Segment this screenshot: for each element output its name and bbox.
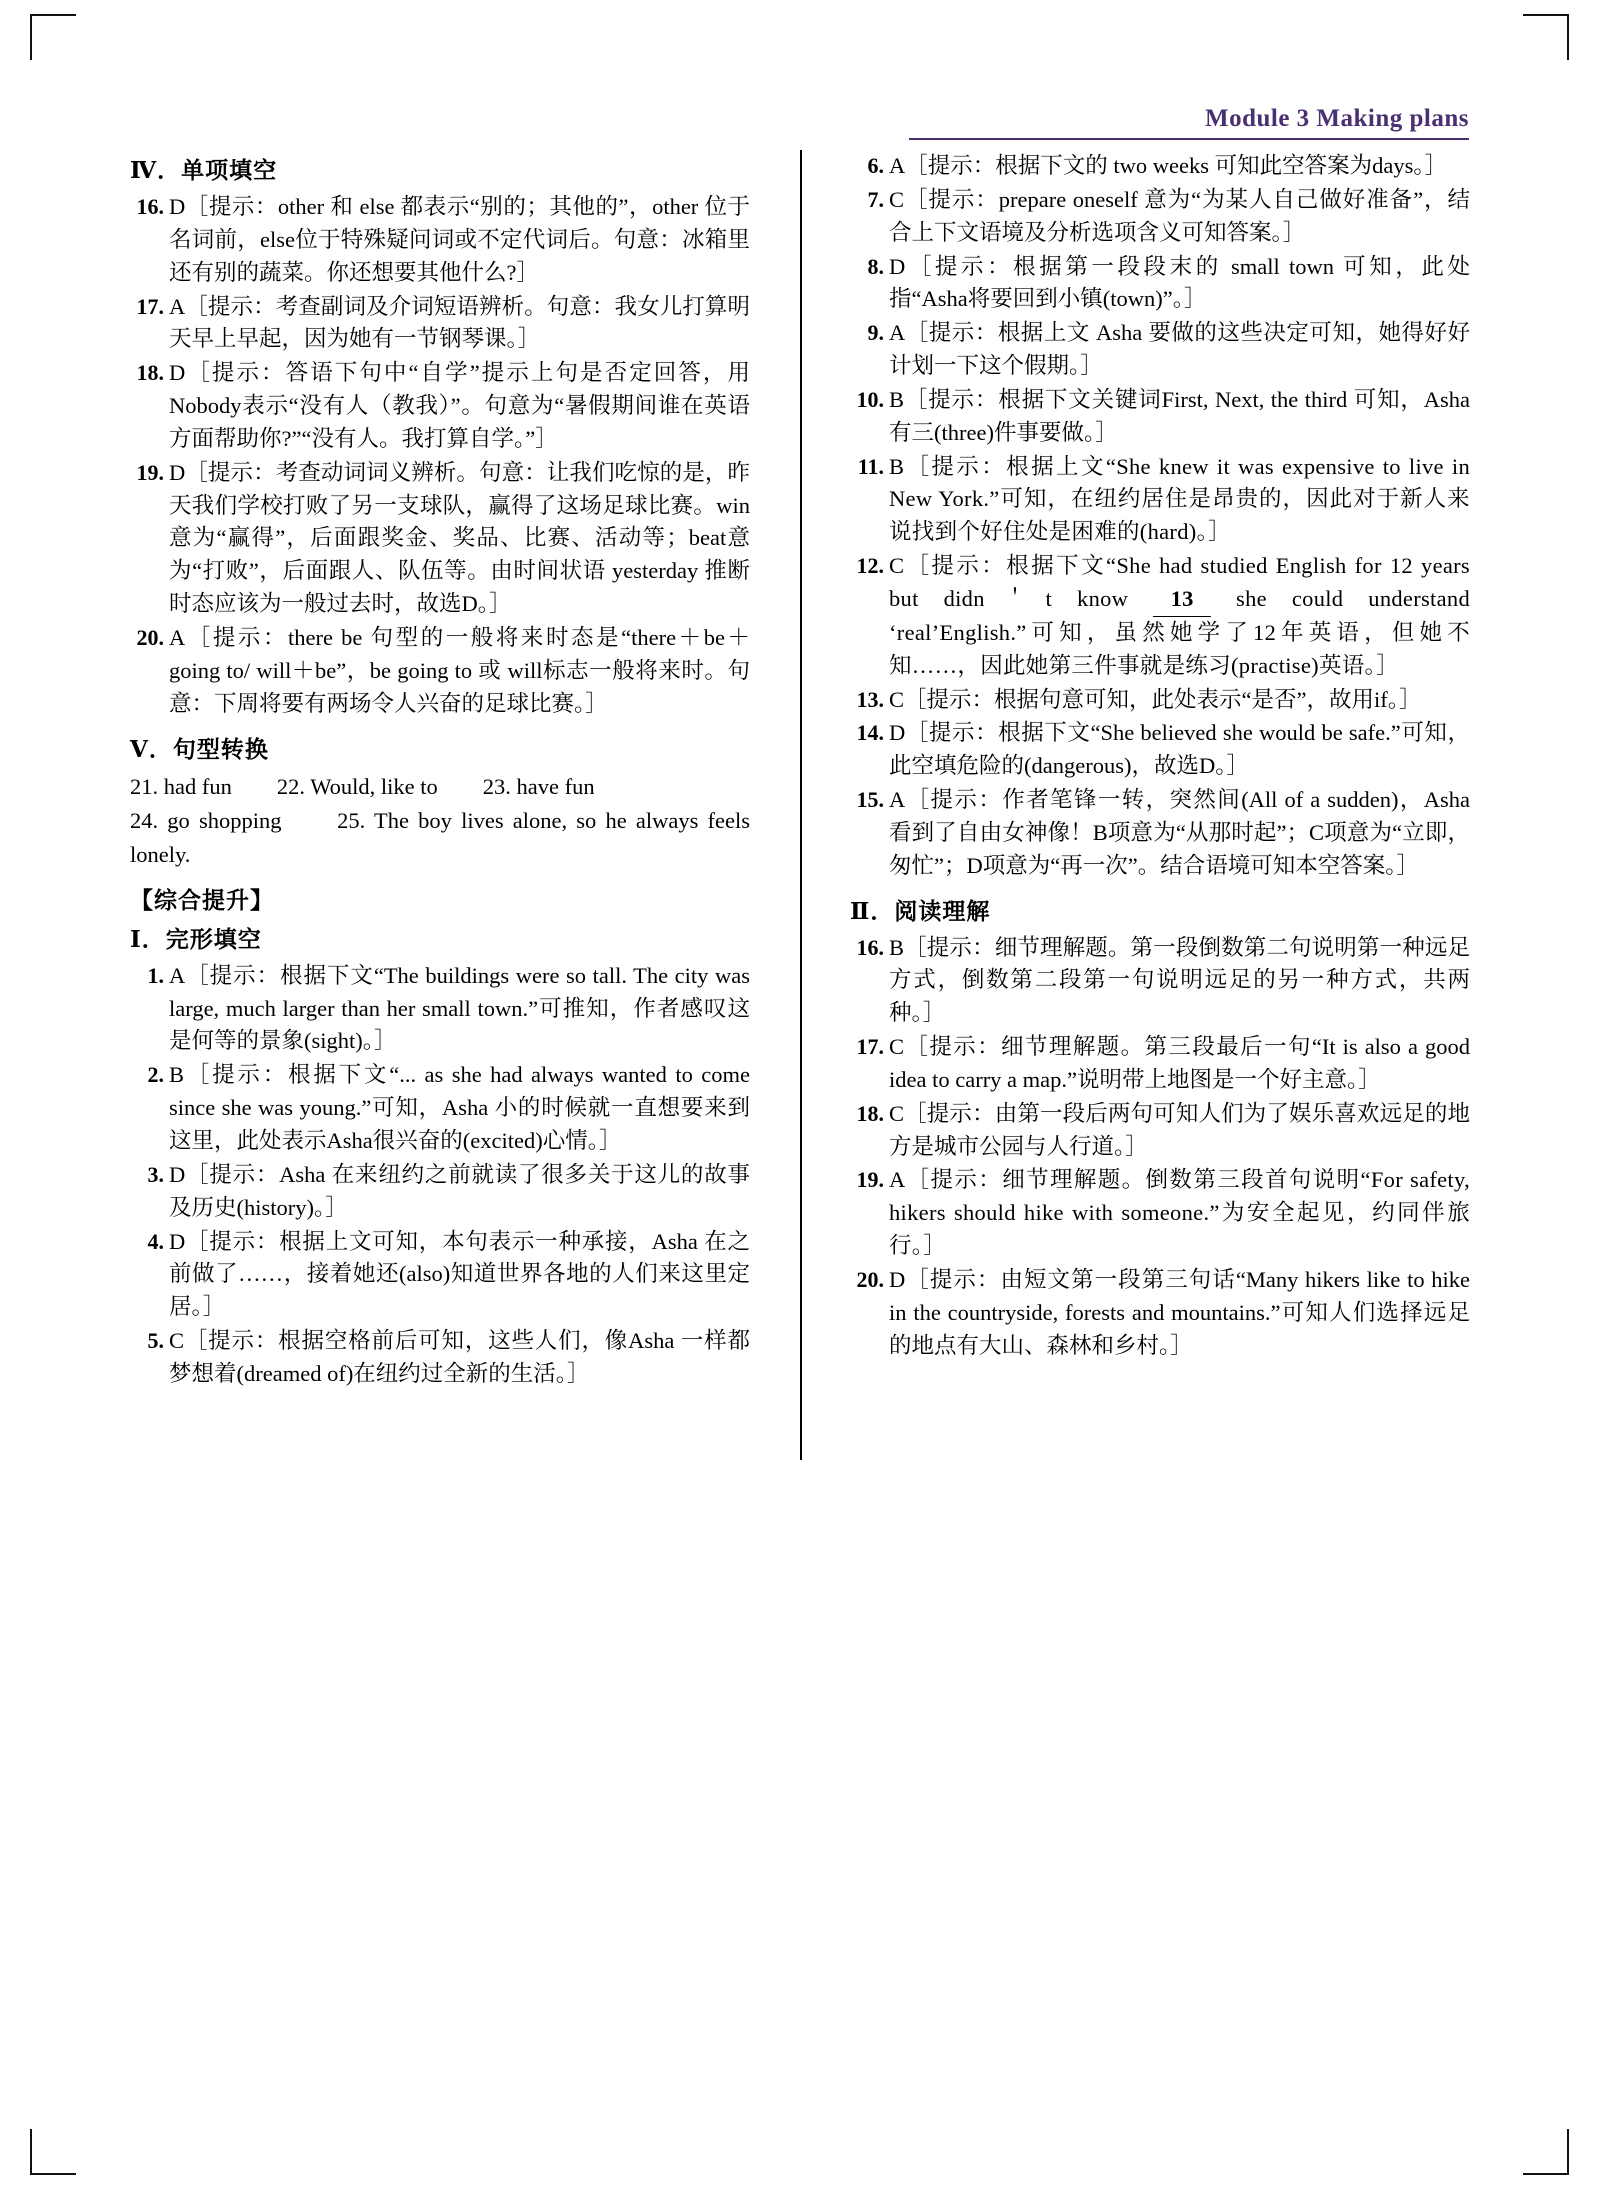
- column-divider: [800, 150, 802, 1460]
- item-number: 16.: [136, 194, 164, 219]
- answer-item-with-blank: [850, 550, 1470, 682]
- item-text: B［提示：根据下文关键词First, Next, the third 可知，Asha 有三(three)件事要做。］: [889, 386, 1470, 445]
- item-number: 13.: [856, 686, 884, 712]
- item-number: 14.: [856, 720, 884, 746]
- section-heading-cloze: Ⅰ．完形填空: [130, 926, 262, 952]
- answer-item: [850, 451, 1470, 550]
- item-text-before-blank: C［提示：根据下文“She had studied English for 12 years but didn＇t know: [889, 553, 1470, 611]
- answer-item: [130, 1159, 750, 1225]
- item-text: A［提示：根据下文“The buildings were so tall. The city was large, much larger than her small town.”可推知，作者感叹这是何等的景象(sight)。］: [169, 962, 750, 1054]
- item-text: A［提示：根据上文 Asha 要做的这些决定可知，她得好好计划一下这个假期。］: [889, 320, 1470, 379]
- item-number: 7.: [867, 186, 884, 212]
- answer-item: [130, 960, 750, 1059]
- answer-item: [850, 384, 1470, 450]
- item-text: D［提示：Asha 在来纽约之前就读了很多关于这儿的故事及历史(history)。］: [169, 1161, 750, 1220]
- item-number: 2.: [147, 1062, 164, 1088]
- item-number: 12.: [856, 553, 884, 579]
- item-text: C［提示：根据句意可知，此处表示“是否”，故用if。］: [889, 686, 1422, 712]
- header-divider: [909, 138, 1469, 140]
- answer-item: [850, 150, 1470, 183]
- crop-mark-bottom-right: [1523, 2129, 1569, 2175]
- answer-item: [850, 1031, 1470, 1097]
- item-number: 19.: [136, 459, 164, 485]
- item-number: 10.: [856, 386, 884, 412]
- item-text: B［提示：根据下文“... as she had always wanted to come since she was young.”可知，Asha 小的时候就一直想要来到这里，此处表示Asha很兴奋的(excited)心情。］: [169, 1062, 750, 1153]
- answer-item: [850, 184, 1470, 250]
- answer-item: [850, 317, 1470, 383]
- crop-mark-top-right: [1523, 14, 1569, 60]
- item-text: B［提示：细节理解题。第一段倒数第二句说明第一种远足方式，倒数第二段第一句说明远足的另一种方式，共两种。］: [889, 934, 1470, 1026]
- item-text: A［提示：there be 句型的一般将来时态是“there＋be＋going to/ will＋be”，be going to 或 will标志一般将来时。句意：下周将要有两场令人兴奋的足球比赛。］: [169, 624, 750, 716]
- item-text: D［提示：考查动词词义辨析。句意：让我们吃惊的是，昨天我们学校打败了另一支球队，赢得了这场足球比赛。win 意为“赢得”，后面跟奖金、奖品、比赛、活动等；beat意为“打败”，后面跟人、队伍等。由时间状语 yesterday 推断时态应该为一般过去时，故选D。］: [169, 459, 750, 617]
- item-text: D［提示：other 和 else 都表示“别的；其他的”，other 位于名词前，else位于特殊疑问词或不定代词后。句意：冰箱里还有别的蔬菜。你还想要其他什么?］: [169, 194, 750, 285]
- answer-item: [850, 1164, 1470, 1263]
- right-column: [850, 150, 1470, 1364]
- item-text: D［提示：根据第一段段末的 small town 可知，此处指“Asha将要回到小镇(town)”。］: [889, 253, 1470, 312]
- item-text: A［提示：考查副词及介词短语辨析。句意：我女儿打算明天早上早起，因为她有一节钢琴课。］: [169, 293, 750, 352]
- answer-item: [850, 932, 1470, 1031]
- item-text: C［提示：根据空格前后可知，这些人们，像Asha 一样都梦想着(dreamed of)在纽约过全新的生活。］: [169, 1328, 750, 1386]
- answer-item: [850, 1098, 1470, 1164]
- item-number: 17.: [856, 1034, 884, 1060]
- item-number: 3.: [147, 1161, 164, 1187]
- item-text: A［提示：作者笔锋一转，突然间(All of a sudden)，Asha 看到了自由女神像！B项意为“从那时起”；C项意为“立即，匆忙”；D项意为“再一次”。结合语境可知本空答案。］: [889, 787, 1470, 878]
- item-number: 9.: [867, 320, 884, 346]
- item-number: 15.: [856, 787, 884, 813]
- page-title: Module 3 Making plans: [1204, 105, 1469, 132]
- item-number: 17.: [136, 293, 164, 319]
- item-number: 8.: [867, 253, 884, 279]
- item-text: A［提示：细节理解题。倒数第三段首句说明“For safety, hikers should hike with someone.”为安全起见，约同伴旅行。］: [889, 1167, 1470, 1259]
- section-heading-reading: Ⅱ．阅读理解: [850, 898, 991, 924]
- answer-item: [850, 251, 1470, 317]
- section-heading-comprehensive: 【综合提升】: [130, 887, 274, 913]
- item-text: A［提示：根据下文的 two weeks 可知此空答案为days。］: [889, 153, 1448, 178]
- answer-item: [130, 622, 750, 721]
- two-column-body: [130, 150, 1470, 1480]
- item-text: D［提示：根据下文“She believed she would be safe.”可知，此空填危险的(dangerous)，故选D。］: [889, 720, 1470, 779]
- item-text: D［提示：根据上文可知，本句表示一种承接，Asha 在之前做了……，接着她还(also)知道世界各地的人们来这里定居。］: [169, 1228, 750, 1320]
- item-text-after-blank: she could understand ‘real’English.”可知，虽然她学了12年英语，但她不知……，因此她第三件事就是练习(practise)英语。］: [889, 585, 1470, 678]
- item-number: 11.: [857, 453, 884, 479]
- item-number: 18.: [856, 1100, 884, 1126]
- item-text: D［提示：答语下句中“自学”提示上句是否定回答，用Nobody表示“没有人（教我）”。句意为“暑假期间谁在英语方面帮助你?”“没有人。我打算自学。”］: [169, 360, 750, 451]
- answers-line-2: 24. go shopping 25. The boy lives alone, so he always feels lonely.: [130, 808, 750, 867]
- item-number: 20.: [856, 1267, 884, 1292]
- section-heading-multiple-choice: Ⅳ．单项填空: [130, 158, 278, 183]
- answers-line-1: 21. had fun 22. Would, like to 23. have fun: [130, 773, 595, 799]
- crop-mark-top-left: [30, 14, 76, 60]
- item-number: 18.: [136, 360, 164, 386]
- answer-item: [130, 1325, 750, 1391]
- item-text: C［提示：prepare oneself 意为“为某人自己做好准备”，结合上下文语境及分析选项含义可知答案。］: [889, 186, 1470, 245]
- item-number: 1.: [147, 962, 164, 988]
- item-text: B［提示：根据上文“She knew it was expensive to live in New York.”可知，在纽约居住是昂贵的，因此对于新人来说找到个好住处是困难的(hard)。］: [889, 453, 1470, 545]
- item-number: 5.: [147, 1328, 164, 1354]
- answer-item: [850, 784, 1470, 883]
- item-text: D［提示：由短文第一段第三句话“Many hikers like to hike in the countryside, forests and mountains.”可知人们选择远足的地点有大山、森林和乡村。］: [889, 1267, 1470, 1358]
- answer-item: [130, 291, 750, 357]
- item-number: 6.: [867, 153, 884, 178]
- item-text: C［提示：由第一段后两句可知人们为了娱乐喜欢远足的地方是城市公园与人行道。］: [889, 1100, 1470, 1159]
- answer-item: [130, 1059, 750, 1158]
- item-number: 20.: [136, 624, 164, 650]
- left-column: [130, 150, 750, 1392]
- item-text: C［提示：细节理解题。第三段最后一句“It is also a good idea to carry a map.”说明带上地图是一个好主意。］: [889, 1034, 1470, 1092]
- item-number: 19.: [856, 1167, 884, 1193]
- answer-item: [130, 457, 750, 621]
- section-heading-sentence-transform: Ⅴ．句型转换: [130, 736, 269, 762]
- item-text: [889, 550, 1470, 682]
- answer-item: [130, 191, 750, 290]
- answer-item: [850, 1264, 1470, 1363]
- answer-item: [130, 357, 750, 456]
- cloze-blank-number: 13: [1153, 583, 1211, 617]
- item-number: 4.: [147, 1228, 164, 1254]
- crop-mark-bottom-left: [30, 2129, 76, 2175]
- answer-item: [130, 1226, 750, 1325]
- running-head: [909, 105, 1469, 140]
- item-number: 16.: [856, 934, 884, 960]
- answer-item: [850, 684, 1470, 717]
- answer-item: [850, 717, 1470, 783]
